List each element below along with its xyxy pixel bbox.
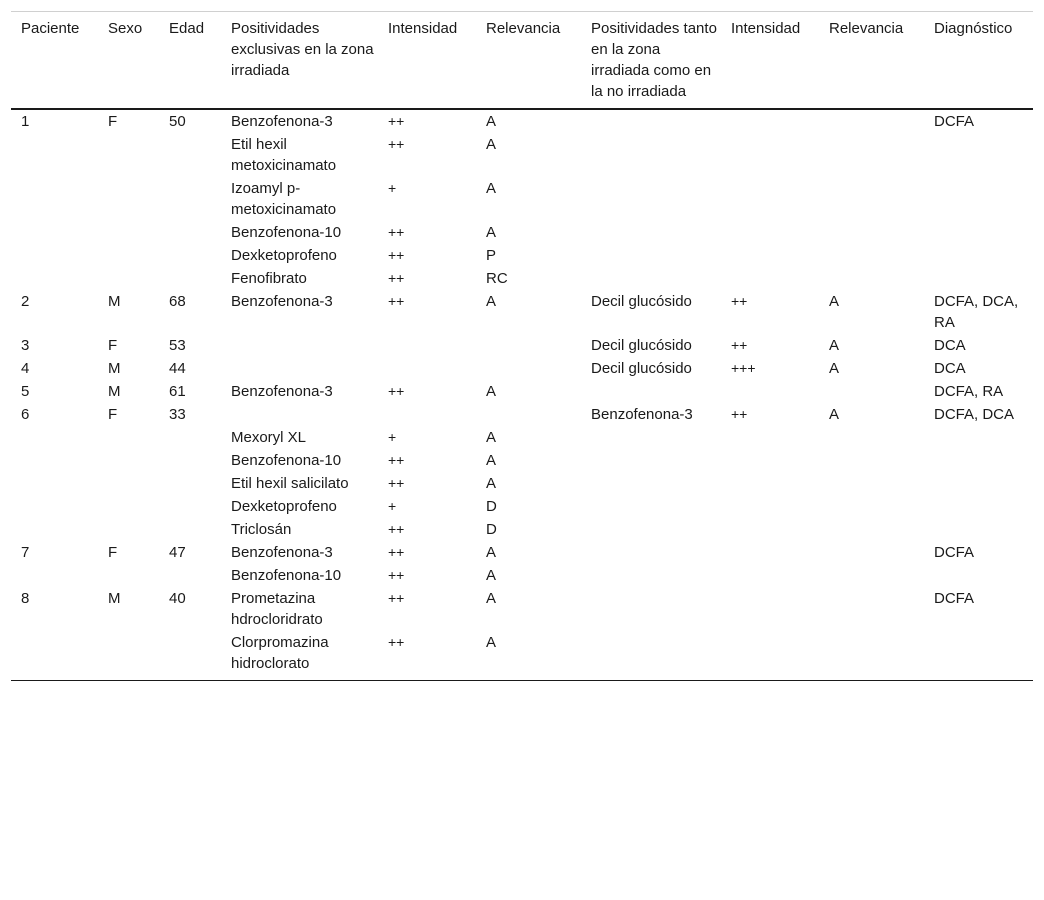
table-cell: [819, 518, 924, 541]
table-cell: [159, 495, 221, 518]
table-cell: 2: [21, 293, 30, 310]
table-cell: [721, 133, 819, 177]
table-cell: [819, 221, 924, 244]
table-cell: M: [108, 360, 121, 377]
table-cell: Decil glucósido: [591, 360, 692, 377]
table-cell: [819, 472, 924, 495]
table-cell: +: [388, 429, 397, 445]
header-cell: Diagnóstico: [924, 12, 1033, 110]
table-cell: DCFA, DCA: [934, 406, 1015, 423]
table-cell: DCFA, RA: [934, 383, 1004, 400]
table-cell: +++: [731, 360, 756, 376]
table-cell: [721, 426, 819, 449]
table-cell: A: [486, 136, 497, 153]
header-cell: Positividades exclusivas en la zona irradiada: [221, 12, 378, 110]
table-cell: F: [108, 406, 118, 423]
table-cell: Prometazina hdrocloridrato: [231, 590, 323, 628]
table-cell: Benzofenona-3: [231, 293, 333, 310]
table-cell: [98, 449, 159, 472]
table-cell: 61: [169, 383, 186, 400]
header-row: [11, 12, 1033, 110]
table-cell: ++: [388, 113, 405, 129]
table-cell: [11, 495, 98, 518]
table-cell: [924, 244, 1033, 267]
table-cell: 5: [21, 383, 30, 400]
table-row: [11, 133, 1033, 177]
table-cell: ++: [388, 567, 405, 583]
table-cell: [221, 357, 378, 380]
table-cell: ++: [731, 293, 748, 309]
table-cell: DCFA, DCA, RA: [934, 293, 1019, 331]
table-cell: F: [108, 337, 118, 354]
table-cell: [476, 334, 581, 357]
table-cell: [11, 472, 98, 495]
table-cell: A: [829, 360, 840, 377]
table-cell: 3: [21, 337, 30, 354]
table-cell: Benzofenona-10: [231, 452, 342, 469]
table-cell: [819, 495, 924, 518]
table-cell: [924, 221, 1033, 244]
table-cell: [581, 244, 721, 267]
table-cell: A: [486, 224, 497, 241]
table-cell: [819, 380, 924, 403]
header-cell: Intensidad: [378, 12, 476, 110]
table-cell: A: [476, 631, 581, 681]
table-cell: [721, 518, 819, 541]
table-cell: A: [486, 429, 497, 446]
table-cell: Izoamyl p-metoxicinamato: [231, 180, 337, 218]
table-cell: [98, 426, 159, 449]
table-cell: [819, 109, 924, 133]
table-cell: A: [486, 113, 497, 130]
table-cell: [819, 587, 924, 631]
table-cell: Benzofenona-3: [231, 113, 333, 130]
table-cell: [11, 426, 98, 449]
table-cell: [924, 449, 1033, 472]
table-cell: M: [108, 293, 121, 310]
table-container: [11, 11, 1033, 681]
table-cell: DCFA: [934, 590, 975, 607]
header-cell: Intensidad: [721, 12, 819, 110]
table-cell: [819, 177, 924, 221]
table-cell: [721, 472, 819, 495]
table-cell: [581, 133, 721, 177]
table-cell: F: [108, 113, 118, 130]
table-cell: [721, 244, 819, 267]
table-cell: A: [829, 406, 840, 423]
table-row: [11, 267, 1033, 290]
table-cell: Fenofibrato: [231, 270, 307, 287]
table-cell: 50: [169, 113, 186, 130]
table-cell: [581, 587, 721, 631]
table-cell: [11, 564, 98, 587]
table-cell: [159, 133, 221, 177]
header-cell: Positividades tanto en la zona irradiada como en la no irradiada: [581, 12, 721, 110]
table-row: [11, 472, 1033, 495]
table-cell: [581, 177, 721, 221]
table-cell: [924, 518, 1033, 541]
table-cell: D: [486, 521, 497, 538]
table-cell: 6: [21, 406, 30, 423]
table-cell: [721, 564, 819, 587]
table-cell: [721, 449, 819, 472]
table-cell: RC: [486, 270, 508, 287]
table-cell: Benzofenona-3: [231, 544, 333, 561]
table-cell: A: [486, 567, 497, 584]
table-cell: [924, 426, 1033, 449]
table-cell: Etil hexil metoxicinamato: [231, 136, 337, 174]
table-cell: ++: [388, 136, 405, 152]
table-cell: [98, 267, 159, 290]
table-row: [11, 564, 1033, 587]
table-cell: [11, 631, 98, 681]
table-cell: [159, 472, 221, 495]
table-cell: [721, 177, 819, 221]
header-cell: Relevancia: [819, 12, 924, 110]
table-cell: [581, 631, 721, 681]
table-cell: ++: [388, 247, 405, 263]
table-cell: [98, 495, 159, 518]
table-cell: ++: [388, 590, 405, 606]
table-cell: Dexketoprofeno: [231, 247, 337, 264]
table-cell: Clorpromazina hidroclorato: [221, 631, 378, 681]
table-cell: [11, 244, 98, 267]
table-cell: [581, 495, 721, 518]
table-cell: M: [108, 383, 121, 400]
table-cell: F: [108, 544, 118, 561]
table-cell: +: [388, 498, 397, 514]
table-cell: DCFA: [934, 113, 975, 130]
table-cell: 33: [169, 406, 186, 423]
table-cell: M: [108, 590, 121, 607]
table-cell: [11, 518, 98, 541]
table-cell: [159, 564, 221, 587]
table-cell: [819, 541, 924, 564]
table-cell: A: [486, 452, 497, 469]
table-cell: 1: [21, 113, 30, 130]
table-row: [11, 290, 1033, 334]
table-cell: [924, 177, 1033, 221]
table-cell: [581, 267, 721, 290]
table-cell: P: [486, 247, 497, 264]
table-cell: 8: [21, 590, 30, 607]
table-row: [11, 403, 1033, 426]
table-cell: [159, 518, 221, 541]
table-cell: [98, 177, 159, 221]
table-cell: A: [829, 337, 840, 354]
table-cell: Decil glucósido: [591, 337, 692, 354]
table-cell: Triclosán: [231, 521, 292, 538]
table-cell: [159, 449, 221, 472]
table-cell: A: [486, 180, 497, 197]
table-cell: [98, 221, 159, 244]
table-cell: [11, 133, 98, 177]
table-cell: [378, 403, 476, 426]
table-cell: [924, 495, 1033, 518]
table-cell: 68: [169, 293, 186, 310]
table-cell: A: [486, 475, 497, 492]
table-cell: [159, 426, 221, 449]
table-cell: [11, 177, 98, 221]
table-row: [11, 631, 1033, 681]
table-row: [11, 357, 1033, 380]
table-cell: [721, 109, 819, 133]
table-cell: [819, 244, 924, 267]
table-row: [11, 221, 1033, 244]
table-cell: [98, 472, 159, 495]
table-cell: [721, 221, 819, 244]
table-cell: A: [829, 293, 840, 310]
table-row: [11, 426, 1033, 449]
table-cell: 47: [169, 544, 186, 561]
table-cell: [11, 221, 98, 244]
table-cell: ++: [388, 224, 405, 240]
header-cell: Relevancia: [476, 12, 581, 110]
table-cell: [159, 177, 221, 221]
table-row: [11, 495, 1033, 518]
table-cell: [819, 631, 924, 681]
table-cell: Benzofenona-10: [231, 567, 342, 584]
table-cell: [581, 221, 721, 244]
table-cell: Benzofenona-10: [231, 224, 342, 241]
table-cell: [11, 267, 98, 290]
table-cell: 7: [21, 544, 30, 561]
table-cell: ++: [378, 631, 476, 681]
table-cell: [819, 449, 924, 472]
table-cell: [476, 357, 581, 380]
table-row: [11, 380, 1033, 403]
table-cell: D: [486, 498, 497, 515]
table-cell: [581, 541, 721, 564]
table-cell: DCA: [934, 337, 966, 354]
table-cell: [581, 518, 721, 541]
table-cell: DCFA: [934, 544, 975, 561]
table-cell: ++: [388, 383, 405, 399]
table-cell: [721, 587, 819, 631]
table-row: [11, 518, 1033, 541]
table-cell: Benzofenona-3: [591, 406, 693, 423]
table-cell: Etil hexil salicilato: [231, 475, 349, 492]
table-cell: Mexoryl XL: [231, 429, 307, 446]
table-cell: ++: [388, 544, 405, 560]
table-cell: [221, 403, 378, 426]
table-row: [11, 177, 1033, 221]
table-cell: ++: [388, 475, 405, 491]
table-row: [11, 587, 1033, 631]
table-cell: [819, 426, 924, 449]
table-cell: [11, 449, 98, 472]
table-cell: [581, 426, 721, 449]
table-cell: [476, 403, 581, 426]
table-cell: [378, 357, 476, 380]
table-cell: ++: [731, 406, 748, 422]
table-cell: Decil glucósido: [591, 293, 692, 310]
table-cell: [924, 472, 1033, 495]
table-cell: [924, 267, 1033, 290]
table-cell: [159, 631, 221, 681]
table-cell: 40: [169, 590, 186, 607]
table-cell: +: [388, 180, 397, 196]
table-row: [11, 244, 1033, 267]
table-cell: [581, 109, 721, 133]
table-cell: ++: [388, 521, 405, 537]
table-cell: 4: [21, 360, 30, 377]
header-cell: Edad: [159, 12, 221, 110]
table-cell: ++: [388, 452, 405, 468]
table-cell: [721, 631, 819, 681]
table-body: [11, 109, 1033, 681]
table-cell: [924, 133, 1033, 177]
table-cell: 53: [169, 337, 186, 354]
table-cell: [721, 541, 819, 564]
table-row: [11, 109, 1033, 133]
table-cell: [98, 564, 159, 587]
table-cell: [581, 380, 721, 403]
table-cell: [159, 221, 221, 244]
table-cell: [98, 244, 159, 267]
table-row: [11, 334, 1033, 357]
table-cell: [581, 472, 721, 495]
table-cell: [581, 449, 721, 472]
table-cell: [159, 267, 221, 290]
table-cell: A: [486, 293, 497, 310]
table-cell: [98, 133, 159, 177]
table-cell: Benzofenona-3: [231, 383, 333, 400]
table-cell: [378, 334, 476, 357]
table-cell: Dexketoprofeno: [231, 498, 337, 515]
table-cell: [819, 133, 924, 177]
table-cell: ++: [388, 293, 405, 309]
table-row: [11, 541, 1033, 564]
table-cell: [924, 564, 1033, 587]
table-cell: [98, 518, 159, 541]
table-cell: A: [486, 544, 497, 561]
table-row: [11, 449, 1033, 472]
table-cell: [221, 334, 378, 357]
table-cell: [159, 244, 221, 267]
table-cell: [98, 631, 159, 681]
table-cell: [721, 380, 819, 403]
table-cell: DCA: [934, 360, 966, 377]
table-cell: ++: [731, 337, 748, 353]
table-cell: ++: [388, 270, 405, 286]
table-cell: A: [486, 590, 497, 607]
header-cell: Sexo: [98, 12, 159, 110]
patch-test-results-table: [11, 11, 1033, 681]
header-cell: Paciente: [11, 12, 98, 110]
table-cell: [819, 564, 924, 587]
table-cell: [721, 495, 819, 518]
table-cell: [819, 267, 924, 290]
table-cell: [721, 267, 819, 290]
table-cell: [581, 564, 721, 587]
table-cell: A: [486, 383, 497, 400]
table-cell: [924, 631, 1033, 681]
table-cell: 44: [169, 360, 186, 377]
